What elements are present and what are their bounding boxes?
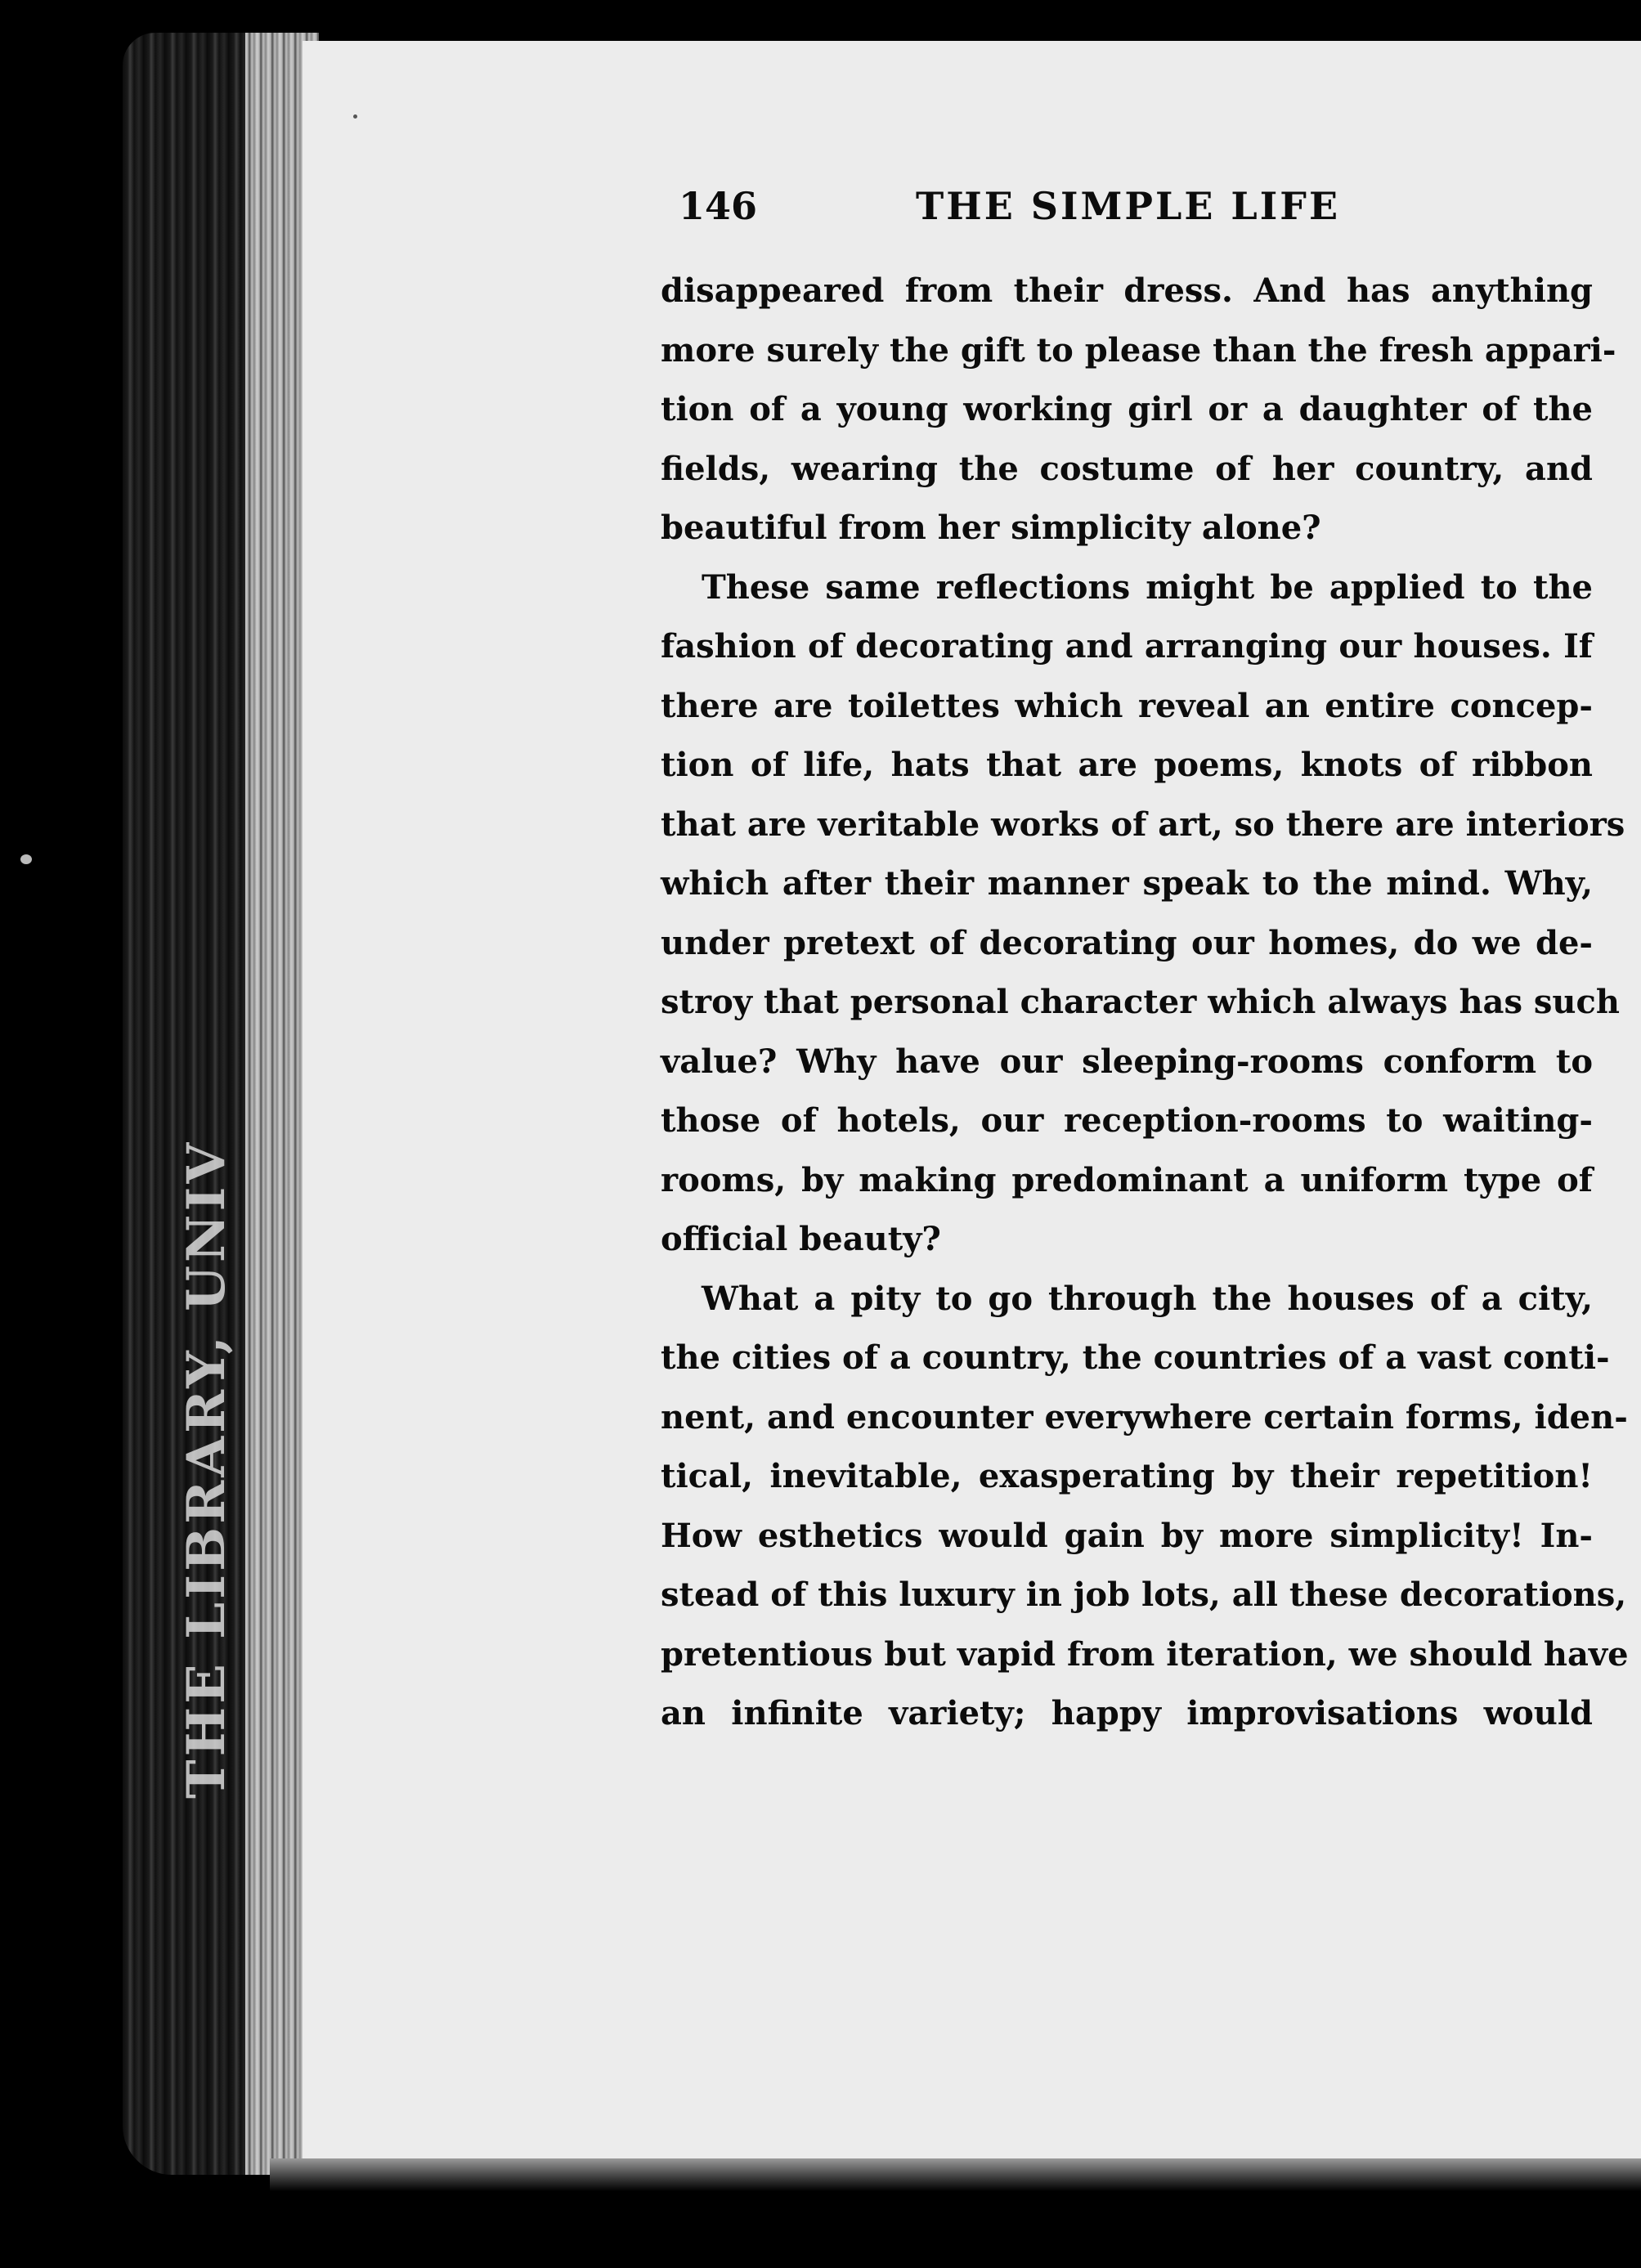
text-line: pretentious but vapid from iteration, we should have [661,1634,1629,1674]
text-line: rooms, by making predominant a uniform type of [661,1160,1593,1199]
text-line: which after their manner speak to the mind. Why, [661,864,1593,903]
running-head [679,184,1578,241]
scan-speck [353,114,357,119]
text-line: tion of life, hats that are poems, knots of ribbon [661,746,1593,784]
text-line: official beauty? [661,1220,941,1258]
running-title: THE SIMPLE LIFE [916,184,1341,228]
text-line: that are veritable works of art, so there are interiors [661,805,1625,844]
text-line: beautiful from her simplicity alone? [661,509,1321,547]
text-line: stead of this luxury in job lots, all these decorations, [661,1575,1627,1614]
text-line: there are toilettes which reveal an entire concep- [661,686,1593,725]
spine-library-stamp: THE LIBRARY, UNIV [176,1139,237,1799]
text-line: the cities of a country, the countries of a vast conti- [661,1338,1610,1377]
text-line: an infinite variety; happy improvisations would [661,1694,1593,1732]
text-line: those of hotels, our reception-rooms to waiting- [661,1101,1593,1140]
text-line: nent, and encounter everywhere certain forms, iden- [661,1397,1628,1437]
text-line: disappeared from their dress. And has anything [661,271,1593,310]
text-line: These same reflections might be applied to the [702,567,1593,607]
body-text [661,262,1629,1744]
scan-speck [20,854,32,864]
text-line: tion of a young working girl or a daughter of the [661,390,1593,428]
text-line: under pretext of decorating our homes, do we de- [661,923,1593,962]
text-line: What a pity to go through the houses of a city, [702,1279,1593,1318]
text-line: fields, wearing the costume of her country, and [661,449,1593,488]
page-bottom-edge [270,2158,1641,2191]
text-line: tical, inevitable, exasperating by their repetition! [661,1457,1593,1495]
text-line: more surely the gift to please than the fresh appari- [661,330,1616,370]
page-number: 146 [679,184,758,228]
text-line: value? Why have our sleeping-rooms conform to [661,1042,1593,1081]
text-line: stroy that personal character which always has such [661,983,1620,1021]
text-line: fashion of decorating and arranging our houses. If [661,627,1593,666]
text-line: How esthetics would gain by more simplicity! In- [661,1516,1593,1555]
